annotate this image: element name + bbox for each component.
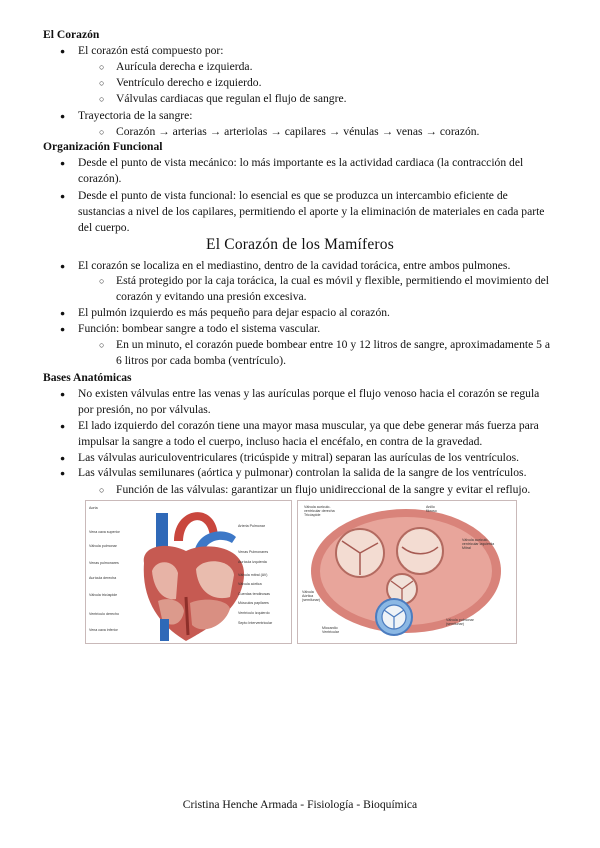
label-anillo-fibroso	[426, 505, 437, 513]
list-item: ● Desde el punto de vista mecánico: lo más importante es la actividad cardiaca (la contracción del corazón).	[78, 155, 556, 187]
list-item: ● Función: bombear sangre a todo el sistema vascular.	[78, 321, 556, 337]
list-item: ○ Corazón → arterias → arteriolas → capilares → vénulas → venas → corazón.	[116, 124, 556, 140]
list-item: ● El pulmón izquierdo es más pequeño para dejar espacio al corazón.	[78, 305, 556, 321]
label-vena-cava-superior: Vena cava superior	[89, 530, 120, 534]
svg-text:Miocardio: Miocardio	[322, 626, 338, 630]
heart-labels	[86, 501, 291, 643]
svg-text:Válvula pulmonar: Válvula pulmonar	[446, 618, 474, 622]
label-venas-pulmonares: Venas pulmonares	[89, 561, 119, 565]
label-septo-interventricular: Septo Interventricular	[238, 621, 273, 625]
label-ventriculo-izquierdo: Ventrículo izquierdo	[238, 611, 270, 615]
section-title: El Corazón de los Mamíferos	[206, 236, 394, 253]
label-tricuspide	[304, 505, 335, 517]
label-musculos-papilares: Músculos papilares	[238, 601, 269, 605]
label-miocardio	[322, 626, 340, 634]
svg-text:Tricúspide: Tricúspide	[304, 513, 321, 517]
label-valvula-tricuspide: Válvula tricúspide	[89, 593, 118, 597]
svg-text:Anillo: Anillo	[426, 505, 435, 509]
page-footer: Cristina Henche Armada - Fisiología - Bioquímica	[182, 798, 418, 811]
svg-text:ventricular derecha: ventricular derecha	[304, 509, 335, 513]
svg-text:Aórtica: Aórtica	[302, 594, 314, 598]
label-valvula-mitral: Válvula mitral (AV)	[238, 573, 268, 577]
label-auricula-izquierda: Aurícula izquierda	[238, 560, 267, 564]
list-item: ● Las válvulas semilunares (aórtica y pulmonar) controlan la salida de la sangre de los ventrículos.	[78, 465, 556, 481]
list-item: ● Las válvulas auriculoventriculares (tricúspide y mitral) separan las aurículas de los ventrículos.	[78, 450, 556, 466]
svg-text:Mitral: Mitral	[462, 546, 471, 550]
heart-anatomy-figure	[85, 500, 292, 644]
label-ventriculo-derecho: Ventrículo derecho	[89, 612, 119, 616]
right-label-group	[238, 524, 273, 625]
label-venas-pulmonares-right: Venas Pulmonares	[238, 550, 269, 554]
label-pulmonar	[446, 618, 475, 626]
list-item: ● No existen válvulas entre las venas y las aurículas porque el flujo venoso hacia el corazón se regula por presión, no por válvulas.	[78, 386, 556, 418]
heading-organizacion-funcional: Organización Funcional	[43, 140, 163, 153]
label-aortica	[302, 590, 320, 602]
list-item: ● El corazón está compuesto por:	[78, 43, 556, 59]
heading-el-corazon: El Corazón	[43, 28, 100, 41]
svg-text:Válvula auriculo-: Válvula auriculo-	[304, 505, 331, 509]
heading-bases-anatomicas: Bases Anatómicas	[43, 371, 132, 384]
label-vena-cava-inferior: Vena cava inferior	[89, 628, 118, 632]
label-cuerdas-tendinosas: Cuerdas tendinosas	[238, 592, 270, 596]
svg-text:(semilunar): (semilunar)	[446, 622, 464, 626]
svg-text:fibroso: fibroso	[426, 509, 437, 513]
label-aorta: Aorta	[89, 506, 98, 510]
list-item: ● Desde el punto de vista funcional: lo esencial es que se produzca un intercambio eficiente de sustancias a nivel de los capilares, permitiendo el aporte y la eliminación de materiales en cada parte del cuerpo.	[78, 188, 556, 236]
list-item: ○ Está protegido por la caja torácica, la cual es móvil y flexible, permitiendo el movimiento del corazón y evitando una presión excesiva.	[116, 273, 556, 305]
svg-text:Ventricular: Ventricular	[322, 630, 339, 634]
list-item: ○ Función de las válvulas: garantizar un flujo unidireccional de la sangre y evitar el reflujo.	[116, 482, 556, 498]
list-item: ○ Ventrículo derecho e izquierdo.	[116, 75, 556, 91]
valves-labels	[298, 501, 516, 643]
svg-text:(semilunar): (semilunar)	[302, 598, 320, 602]
label-valvula-aortica: Válvula aórtica	[238, 582, 262, 586]
svg-text:Válvula: Válvula	[302, 590, 314, 594]
left-label-group	[89, 506, 121, 632]
label-valvula-pulmonar: Válvula pulmonar	[89, 544, 117, 548]
svg-text:ventricular izquierda: ventricular izquierda	[462, 542, 495, 546]
list-item: ○ Válvulas cardiacas que regulan el flujo de sangre.	[116, 91, 556, 107]
list-item: ○ En un minuto, el corazón puede bombear entre 10 y 12 litros de sangre, aproximadamente 5 a 6 litros por cada bomba (ventrículo).	[116, 337, 556, 369]
label-arteria-pulmonar: Arteria Pulmonar	[238, 524, 265, 528]
valves-figure	[297, 500, 517, 644]
list-item: ● El lado izquierdo del corazón tiene una mayor masa muscular, ya que debe generar más fuerza para impulsar la sangre a todo el cuerpo, incluso hacia el encéfalo, en contra de la gravedad.	[78, 418, 556, 450]
label-mitral	[462, 538, 494, 550]
list-item: ● Trayectoria de la sangre:	[78, 108, 556, 124]
label-auricula-derecha: Aurícula derecha	[89, 576, 117, 580]
list-item: ● El corazón se localiza en el mediastino, dentro de la cavidad torácica, entre ambos pulmones.	[78, 258, 556, 274]
list-item: ○ Aurícula derecha e izquierda.	[116, 59, 556, 75]
svg-text:Válvula auriculo-: Válvula auriculo-	[462, 538, 489, 542]
